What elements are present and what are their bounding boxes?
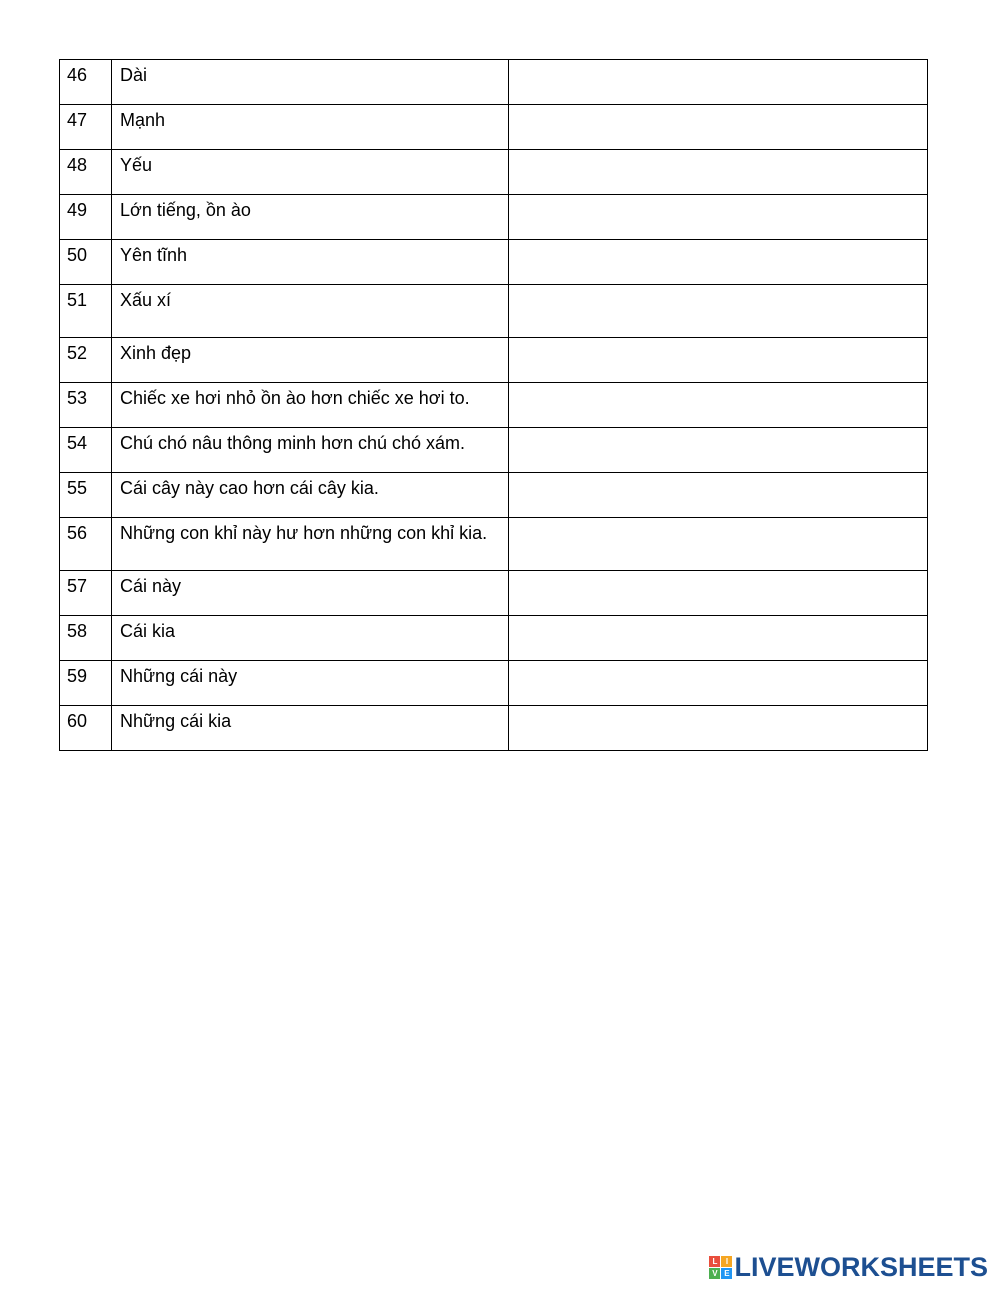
answer-input[interactable] — [509, 60, 927, 104]
row-number: 50 — [60, 240, 112, 285]
row-prompt: Xấu xí — [112, 285, 509, 338]
row-number: 59 — [60, 661, 112, 706]
row-number: 47 — [60, 105, 112, 150]
answer-input[interactable] — [509, 616, 927, 660]
row-prompt: Cái cây này cao hơn cái cây kia. — [112, 473, 509, 518]
logo-mark-cell: E — [721, 1268, 732, 1279]
row-number: 57 — [60, 571, 112, 616]
answer-cell — [509, 150, 928, 195]
row-number: 49 — [60, 195, 112, 240]
row-number: 60 — [60, 706, 112, 751]
answer-cell — [509, 383, 928, 428]
row-prompt: Xinh đẹp — [112, 338, 509, 383]
liveworksheets-logo — [709, 1252, 988, 1283]
answer-cell — [509, 240, 928, 285]
row-prompt: Cái kia — [112, 616, 509, 661]
answer-input[interactable] — [509, 473, 927, 517]
row-prompt: Những cái này — [112, 661, 509, 706]
table-row — [60, 706, 928, 751]
table-row — [60, 518, 928, 571]
row-prompt: Lớn tiếng, ồn ào — [112, 195, 509, 240]
answer-input[interactable] — [509, 240, 927, 284]
table-row — [60, 616, 928, 661]
answer-input[interactable] — [509, 518, 927, 570]
row-number: 54 — [60, 428, 112, 473]
row-prompt: Chú chó nâu thông minh hơn chú chó xám. — [112, 428, 509, 473]
row-number: 51 — [60, 285, 112, 338]
row-prompt: Yên tĩnh — [112, 240, 509, 285]
logo-mark-cell: I — [721, 1256, 732, 1267]
answer-cell — [509, 661, 928, 706]
liveworksheets-mark-icon — [709, 1256, 732, 1279]
answer-cell — [509, 473, 928, 518]
row-number: 53 — [60, 383, 112, 428]
row-prompt: Những con khỉ này hư hơn những con khỉ kia. — [112, 518, 509, 571]
table-row — [60, 105, 928, 150]
table-row — [60, 240, 928, 285]
row-prompt: Mạnh — [112, 105, 509, 150]
row-number: 46 — [60, 60, 112, 105]
row-number: 52 — [60, 338, 112, 383]
answer-input[interactable] — [509, 706, 927, 750]
answer-cell — [509, 706, 928, 751]
table-row — [60, 195, 928, 240]
row-number: 56 — [60, 518, 112, 571]
table-row — [60, 60, 928, 105]
table-row — [60, 473, 928, 518]
answer-cell — [509, 338, 928, 383]
table-row — [60, 428, 928, 473]
answer-input[interactable] — [509, 661, 927, 705]
worksheet-body — [60, 60, 928, 751]
answer-input[interactable] — [509, 571, 927, 615]
row-number: 58 — [60, 616, 112, 661]
row-number: 48 — [60, 150, 112, 195]
answer-cell — [509, 616, 928, 661]
table-row — [60, 150, 928, 195]
row-number: 55 — [60, 473, 112, 518]
answer-input[interactable] — [509, 428, 927, 472]
logo-mark-cell: L — [709, 1256, 720, 1267]
logo-mark-cell: V — [709, 1268, 720, 1279]
row-prompt: Cái này — [112, 571, 509, 616]
answer-input[interactable] — [509, 195, 927, 239]
table-row — [60, 571, 928, 616]
row-prompt: Chiếc xe hơi nhỏ ồn ào hơn chiếc xe hơi to. — [112, 383, 509, 428]
table-row — [60, 285, 928, 338]
answer-cell — [509, 285, 928, 338]
answer-input[interactable] — [509, 150, 927, 194]
answer-input[interactable] — [509, 338, 927, 382]
table-row — [60, 661, 928, 706]
row-prompt: Dài — [112, 60, 509, 105]
logo-text: LIVEWORKSHEETS — [734, 1252, 988, 1282]
answer-input[interactable] — [509, 383, 927, 427]
answer-input[interactable] — [509, 285, 927, 337]
table-row — [60, 383, 928, 428]
answer-cell — [509, 60, 928, 105]
row-prompt: Những cái kia — [112, 706, 509, 751]
answer-input[interactable] — [509, 105, 927, 149]
answer-cell — [509, 195, 928, 240]
answer-cell — [509, 428, 928, 473]
table-row — [60, 338, 928, 383]
answer-cell — [509, 105, 928, 150]
answer-cell — [509, 518, 928, 571]
worksheet-table — [59, 59, 928, 751]
answer-cell — [509, 571, 928, 616]
row-prompt: Yếu — [112, 150, 509, 195]
